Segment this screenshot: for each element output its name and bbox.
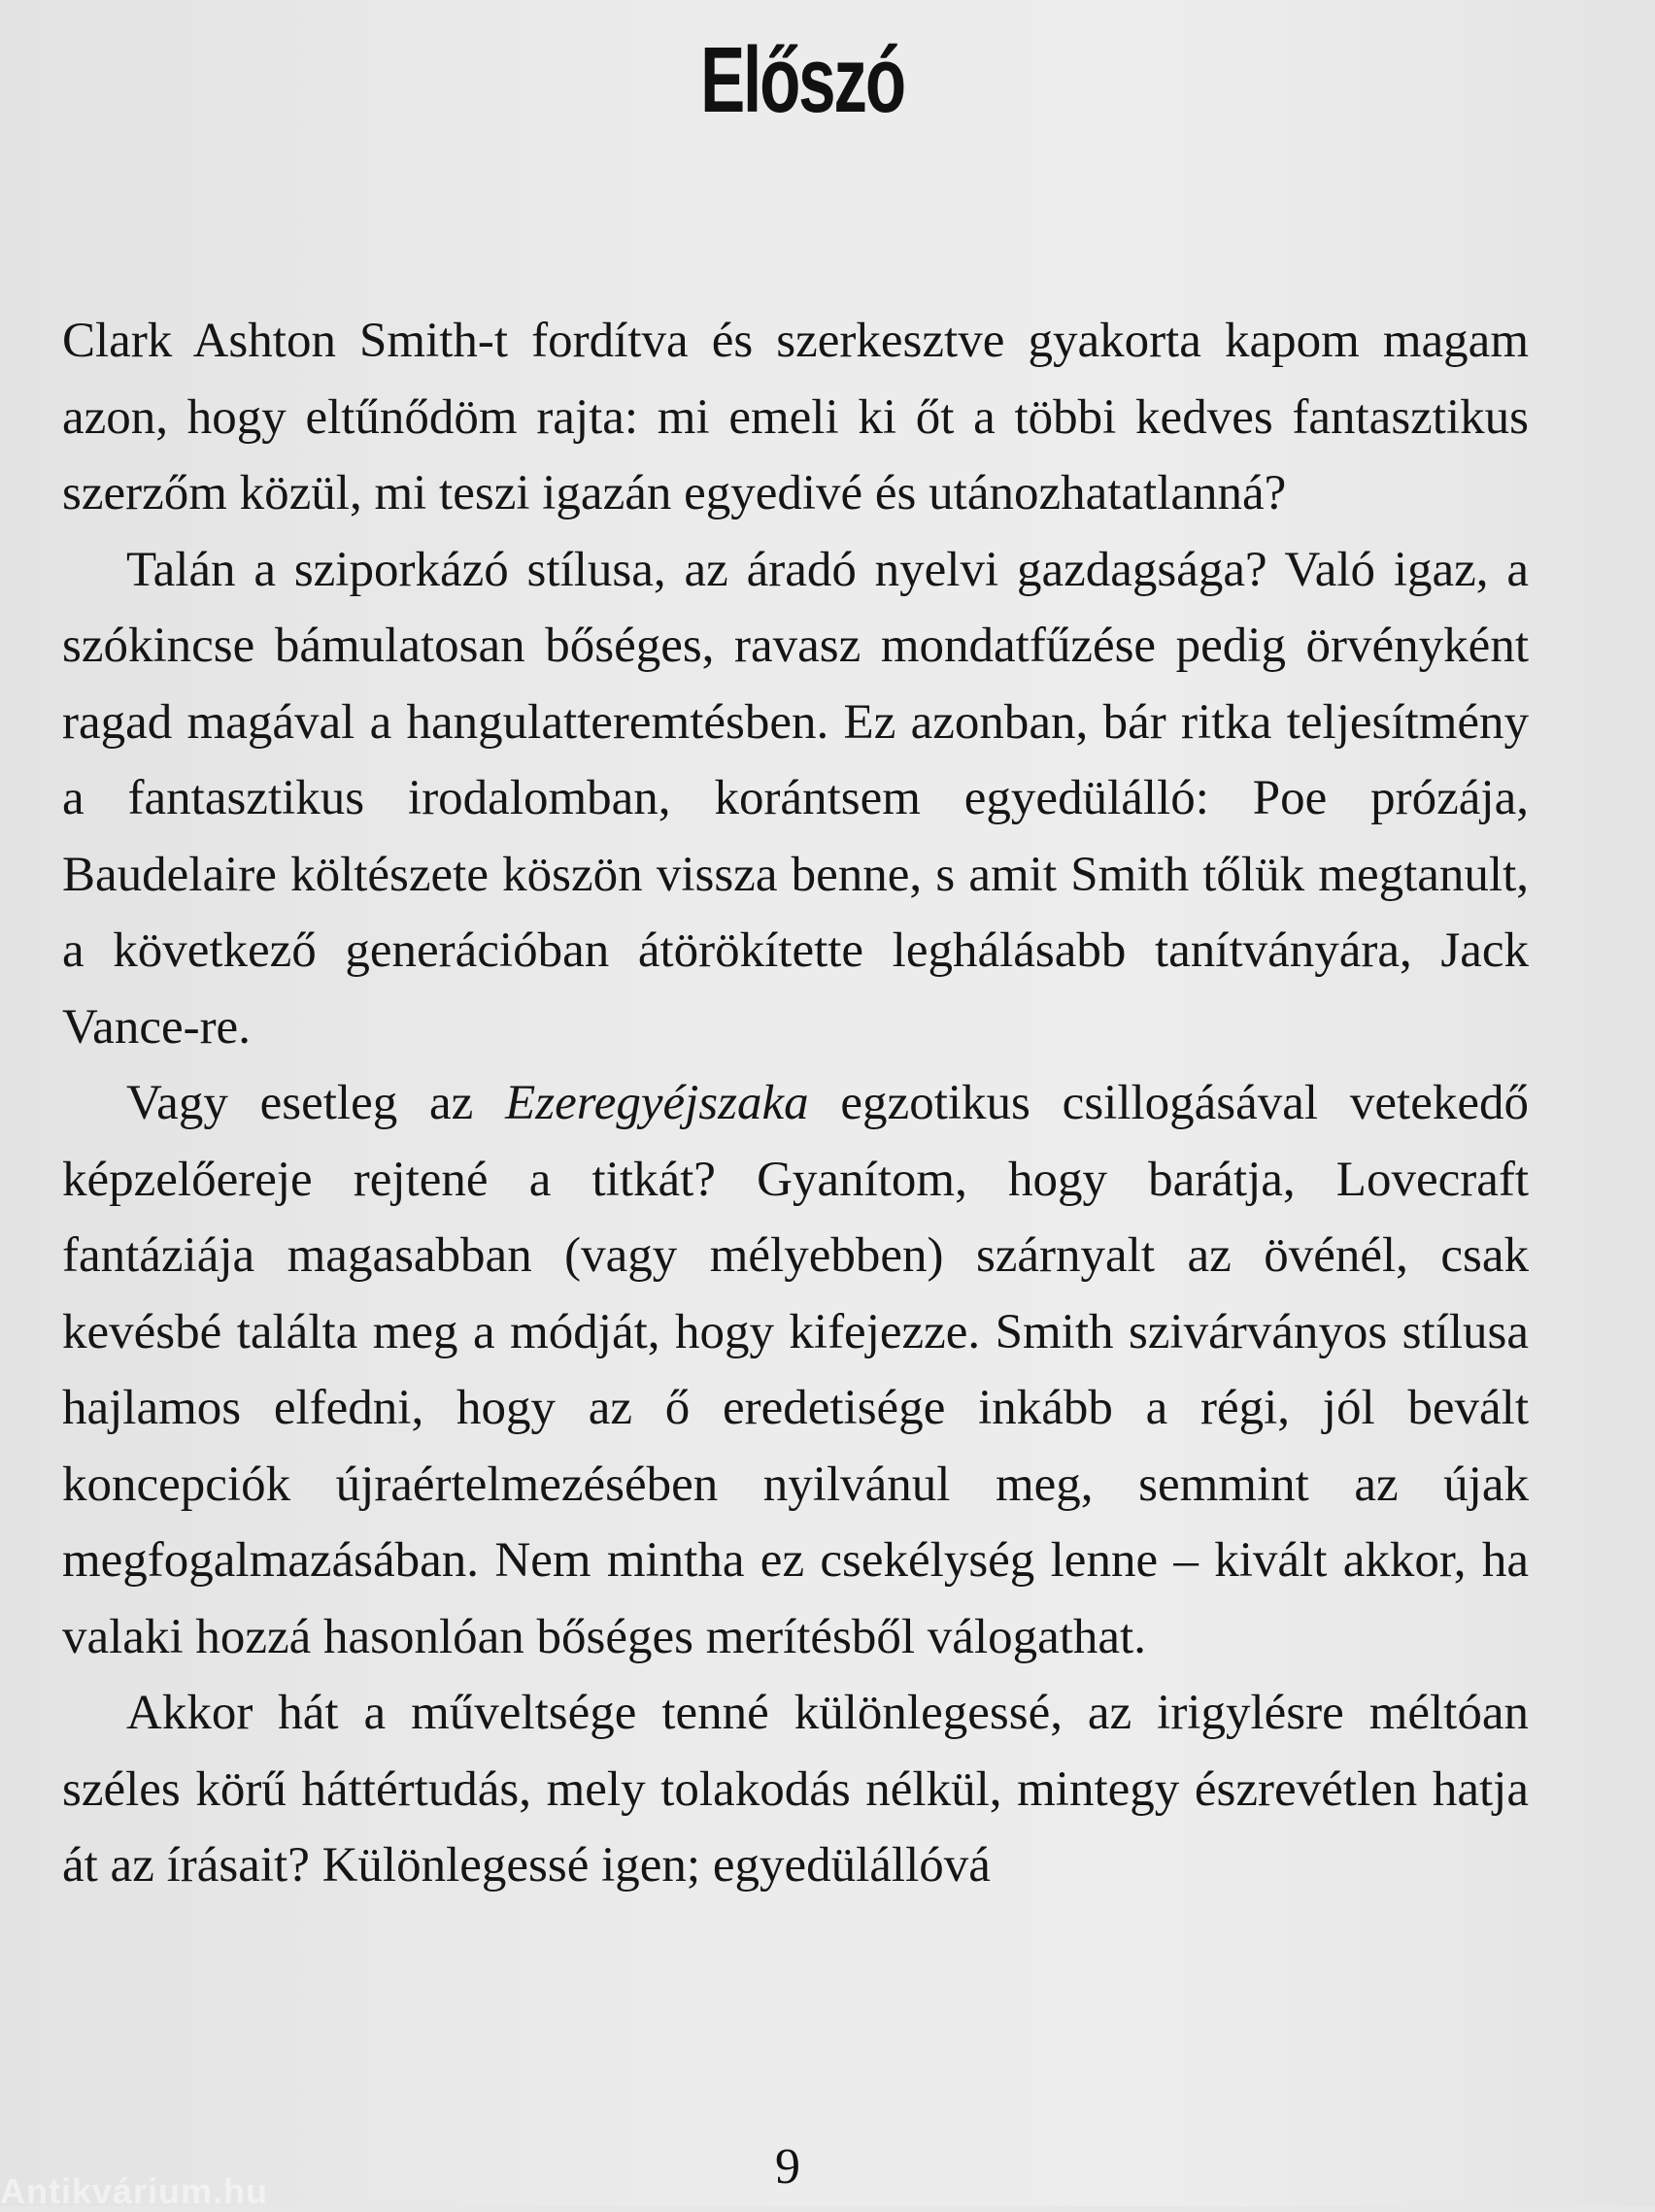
paragraph-1: Clark Ashton Smith-t fordítva és szerkesztve gyakorta kapom magam azon, hogy eltűnődöm rajta: mi emeli ki őt a többi kedves fantasztikus szerzőm közül, mi teszi igazán egyedivé és utánozhatatlanná? <box>62 314 1529 520</box>
paragraph-4: Akkor hát a műveltsége tenné különlegessé, az irigylésre méltóan széles körű háttértudás, mely tolakodás nélkül, mintegy észrevétlen hatja át az írásait? Különlegessé igen; egyedülállóvá <box>62 1686 1529 1893</box>
paragraph-3 <box>62 1065 1529 1675</box>
chapter-title: Előszó <box>700 28 904 132</box>
body-text <box>62 303 1529 1904</box>
paragraph-2: Talán a sziporkázó stílusa, az áradó nyelvi gazdagsága? Való igaz, a szókincse bámulatosan bőséges, ravasz mondatfűzése pedig örvényként ragad magával a hangulatteremtésben. Ez azonban, bár ritka teljesítmény a fantasztikus irodalomban, korántsem egyedülálló: Poe prózája, Baudelaire költészete köszön vissza benne, s amit Smith tőlük megtanult, a következő generációban átörökítette leghálásabb tanítványára, Jack Vance-re. <box>62 542 1529 1055</box>
page-number: 9 <box>775 2139 800 2195</box>
italic-book-title: Ezeregyéjszaka <box>505 1076 809 1130</box>
paragraph-3-before: Vagy esetleg az <box>126 1076 506 1130</box>
paragraph-3-after: egzotikus csillogásával vetekedő képzelőereje rejtené a titkát? Gyanítom, hogy barátja, Lovecraft fantáziája magasabban (vagy mélyebben) szárnyalt az övénél, csak kevésbé találta meg a módját, hogy kifejezze. Smith szivárványos stílusa hajlamos elfedni, hogy az ő eredetisége inkább a régi, jól bevált koncepciók újraértelmezésében nyilvánul meg, semmint az újak megfogalmazásában. Nem mintha ez csekélység lenne – kivált akkor, ha valaki hozzá hasonlóan bőséges merítésből válogathat. <box>62 1076 1529 1664</box>
watermark-text: Antikvárium.hu <box>0 2171 269 2211</box>
